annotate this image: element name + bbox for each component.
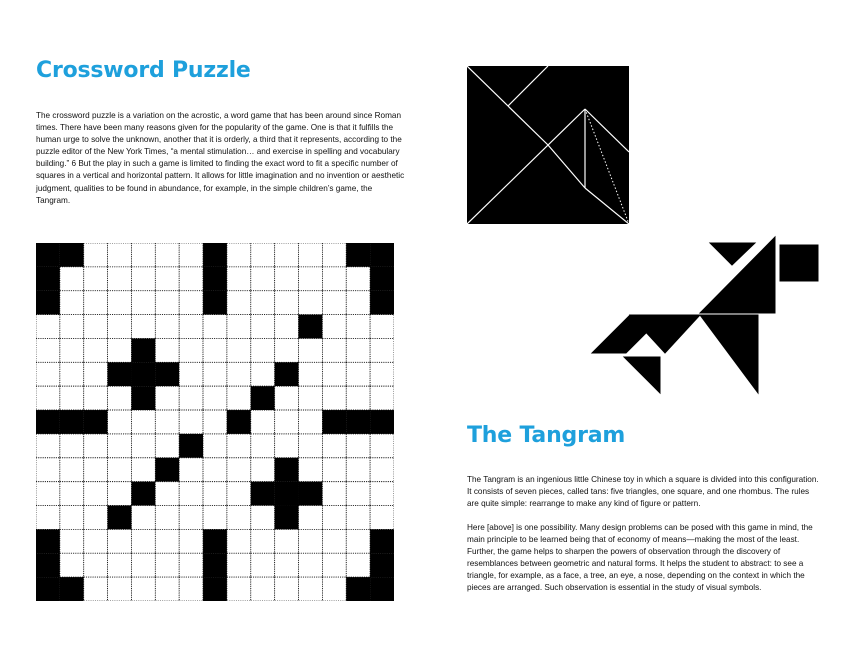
- crossword-cell: [346, 362, 370, 386]
- crossword-cell: [60, 362, 84, 386]
- crossword-cell: [179, 553, 203, 577]
- crossword-cell: [275, 410, 299, 434]
- crossword-cell: [155, 434, 179, 458]
- crossword-cell: [131, 267, 155, 291]
- crossword-cell: [251, 267, 275, 291]
- crossword-cell: [322, 553, 346, 577]
- tan-square: [780, 245, 818, 281]
- crossword-cell: [179, 243, 203, 267]
- crossword-cell: [227, 338, 251, 362]
- crossword-cell: [203, 506, 227, 530]
- crossword-cell: [322, 362, 346, 386]
- crossword-cell: [370, 434, 394, 458]
- crossword-cell: [275, 267, 299, 291]
- crossword-cell: [108, 553, 132, 577]
- crossword-cell: [36, 434, 60, 458]
- crossword-cell: [227, 362, 251, 386]
- crossword-cell: [179, 410, 203, 434]
- crossword-black-cell: [36, 553, 60, 577]
- crossword-black-cell: [60, 577, 84, 601]
- crossword-cell: [227, 553, 251, 577]
- crossword-cell: [227, 506, 251, 530]
- crossword-black-cell: [370, 577, 394, 601]
- crossword-cell: [203, 338, 227, 362]
- crossword-cell: [227, 291, 251, 315]
- crossword-cell: [322, 482, 346, 506]
- crossword-black-cell: [275, 506, 299, 530]
- crossword-cell: [60, 267, 84, 291]
- crossword-black-cell: [203, 267, 227, 291]
- crossword-cell: [370, 506, 394, 530]
- crossword-black-cell: [299, 482, 323, 506]
- crossword-cell: [108, 291, 132, 315]
- crossword-cell: [60, 506, 84, 530]
- crossword-cell: [155, 315, 179, 339]
- crossword-cell: [251, 577, 275, 601]
- crossword-cell: [179, 315, 203, 339]
- crossword-cell: [108, 577, 132, 601]
- crossword-cell: [60, 458, 84, 482]
- crossword-cell: [370, 458, 394, 482]
- crossword-black-cell: [131, 362, 155, 386]
- crossword-cell: [36, 386, 60, 410]
- crossword-cell: [299, 577, 323, 601]
- crossword-cell: [108, 243, 132, 267]
- crossword-cell: [322, 338, 346, 362]
- crossword-cell: [36, 458, 60, 482]
- crossword-cell: [275, 243, 299, 267]
- crossword-cell: [370, 482, 394, 506]
- crossword-black-cell: [60, 410, 84, 434]
- crossword-cell: [203, 482, 227, 506]
- crossword-cell: [36, 338, 60, 362]
- crossword-cell: [179, 482, 203, 506]
- crossword-cell: [179, 291, 203, 315]
- crossword-cell: [275, 338, 299, 362]
- crossword-cell: [299, 362, 323, 386]
- crossword-cell: [227, 315, 251, 339]
- crossword-cell: [299, 458, 323, 482]
- crossword-cell: [322, 529, 346, 553]
- crossword-cell: [251, 434, 275, 458]
- crossword-black-cell: [370, 291, 394, 315]
- crossword-cell: [36, 506, 60, 530]
- crossword-cell: [203, 362, 227, 386]
- crossword-cell: [84, 458, 108, 482]
- crossword-cell: [60, 315, 84, 339]
- crossword-black-cell: [60, 243, 84, 267]
- crossword-cell: [179, 577, 203, 601]
- crossword-cell: [155, 529, 179, 553]
- crossword-cell: [322, 243, 346, 267]
- crossword-cell: [346, 458, 370, 482]
- crossword-black-cell: [322, 410, 346, 434]
- crossword-cell: [131, 291, 155, 315]
- crossword-title: Crossword Puzzle: [36, 58, 251, 83]
- tangram-paragraph-1: The Tangram is an ingenious little Chinese toy in which a square is divided into this configuration. It consists of seven pieces, called tans: five triangles, one square, and one rhombus. The rules are quite simple: rearrange to make any kind of figure or pattern.: [467, 475, 819, 509]
- crossword-cell: [322, 291, 346, 315]
- crossword-black-cell: [346, 410, 370, 434]
- crossword-cell: [203, 315, 227, 339]
- crossword-cell: [179, 267, 203, 291]
- crossword-cell: [299, 386, 323, 410]
- crossword-cell: [155, 291, 179, 315]
- crossword-cell: [346, 482, 370, 506]
- crossword-cell: [36, 315, 60, 339]
- crossword-cell: [299, 506, 323, 530]
- crossword-cell: [179, 386, 203, 410]
- crossword-cell: [155, 553, 179, 577]
- crossword-cell: [346, 291, 370, 315]
- crossword-cell: [155, 482, 179, 506]
- crossword-black-cell: [275, 458, 299, 482]
- crossword-black-cell: [179, 434, 203, 458]
- crossword-cell: [322, 577, 346, 601]
- crossword-cell: [108, 338, 132, 362]
- crossword-cell: [84, 291, 108, 315]
- crossword-black-cell: [203, 553, 227, 577]
- crossword-cell: [322, 458, 346, 482]
- crossword-cell: [251, 291, 275, 315]
- crossword-cell: [227, 243, 251, 267]
- crossword-black-cell: [346, 243, 370, 267]
- crossword-cell: [108, 267, 132, 291]
- crossword-cell: [370, 338, 394, 362]
- crossword-black-cell: [155, 458, 179, 482]
- crossword-cell: [346, 338, 370, 362]
- crossword-black-cell: [36, 243, 60, 267]
- crossword-cell: [84, 434, 108, 458]
- crossword-cell: [227, 434, 251, 458]
- crossword-cell: [322, 315, 346, 339]
- crossword-black-cell: [203, 529, 227, 553]
- crossword-cell: [179, 506, 203, 530]
- crossword-black-cell: [370, 243, 394, 267]
- crossword-black-cell: [36, 267, 60, 291]
- crossword-cell: [84, 482, 108, 506]
- crossword-cell: [84, 267, 108, 291]
- crossword-cell: [227, 482, 251, 506]
- crossword-cell: [131, 577, 155, 601]
- crossword-cell: [251, 410, 275, 434]
- crossword-cell: [227, 577, 251, 601]
- crossword-cell: [131, 410, 155, 434]
- crossword-cell: [60, 386, 84, 410]
- crossword-cell: [346, 315, 370, 339]
- tangram-figure-illustration: [590, 235, 822, 395]
- crossword-cell: [370, 362, 394, 386]
- crossword-cell: [251, 362, 275, 386]
- crossword-cell: [299, 553, 323, 577]
- crossword-cell: [60, 529, 84, 553]
- crossword-black-cell: [131, 338, 155, 362]
- crossword-cell: [60, 553, 84, 577]
- crossword-black-cell: [227, 410, 251, 434]
- crossword-cell: [108, 434, 132, 458]
- crossword-cell: [36, 482, 60, 506]
- crossword-cell: [346, 506, 370, 530]
- crossword-cell: [299, 434, 323, 458]
- crossword-cell: [251, 458, 275, 482]
- crossword-black-cell: [251, 386, 275, 410]
- crossword-cell: [179, 458, 203, 482]
- crossword-cell: [84, 362, 108, 386]
- crossword-black-cell: [108, 506, 132, 530]
- crossword-cell: [131, 529, 155, 553]
- crossword-cell: [60, 482, 84, 506]
- crossword-cell: [299, 338, 323, 362]
- crossword-cell: [251, 338, 275, 362]
- crossword-cell: [275, 315, 299, 339]
- crossword-cell: [179, 529, 203, 553]
- crossword-cell: [370, 315, 394, 339]
- crossword-cell: [251, 243, 275, 267]
- crossword-cell: [322, 386, 346, 410]
- crossword-cell: [346, 434, 370, 458]
- crossword-cell: [108, 482, 132, 506]
- crossword-cell: [203, 410, 227, 434]
- crossword-black-cell: [370, 529, 394, 553]
- crossword-cell: [131, 434, 155, 458]
- crossword-cell: [370, 386, 394, 410]
- crossword-cell: [227, 267, 251, 291]
- crossword-black-cell: [370, 553, 394, 577]
- crossword-cell: [131, 315, 155, 339]
- crossword-black-cell: [203, 243, 227, 267]
- crossword-cell: [299, 267, 323, 291]
- crossword-cell: [108, 529, 132, 553]
- crossword-cell: [299, 410, 323, 434]
- crossword-black-cell: [299, 315, 323, 339]
- crossword-black-cell: [108, 362, 132, 386]
- crossword-cell: [251, 553, 275, 577]
- crossword-black-cell: [84, 410, 108, 434]
- crossword-cell: [299, 243, 323, 267]
- crossword-cell: [251, 529, 275, 553]
- crossword-cell: [322, 434, 346, 458]
- crossword-cell: [322, 267, 346, 291]
- crossword-cell: [84, 338, 108, 362]
- crossword-cell: [108, 458, 132, 482]
- crossword-cell: [36, 362, 60, 386]
- tan-large-triangle-2: [700, 315, 758, 393]
- crossword-cell: [60, 338, 84, 362]
- tan-small-triangle-2: [624, 357, 660, 393]
- crossword-cell: [322, 506, 346, 530]
- tangram-square-illustration: [467, 66, 629, 224]
- crossword-cell: [275, 386, 299, 410]
- crossword-cell: [346, 529, 370, 553]
- crossword-black-cell: [370, 410, 394, 434]
- crossword-cell: [346, 267, 370, 291]
- tan-small-triangle: [710, 243, 755, 265]
- crossword-cell: [131, 506, 155, 530]
- crossword-cell: [155, 577, 179, 601]
- crossword-cell: [275, 553, 299, 577]
- crossword-cell: [84, 386, 108, 410]
- crossword-cell: [84, 553, 108, 577]
- crossword-black-cell: [275, 362, 299, 386]
- crossword-cell: [84, 529, 108, 553]
- crossword-cell: [108, 315, 132, 339]
- crossword-cell: [60, 434, 84, 458]
- crossword-cell: [131, 458, 155, 482]
- crossword-cell: [155, 386, 179, 410]
- crossword-cell: [179, 362, 203, 386]
- crossword-black-cell: [131, 386, 155, 410]
- crossword-black-cell: [370, 267, 394, 291]
- crossword-grid: [36, 243, 394, 601]
- crossword-cell: [155, 267, 179, 291]
- crossword-black-cell: [346, 577, 370, 601]
- crossword-cell: [251, 506, 275, 530]
- crossword-cell: [155, 410, 179, 434]
- crossword-black-cell: [203, 291, 227, 315]
- crossword-cell: [84, 243, 108, 267]
- crossword-black-cell: [36, 529, 60, 553]
- crossword-cell: [179, 338, 203, 362]
- crossword-cell: [155, 338, 179, 362]
- crossword-black-cell: [36, 410, 60, 434]
- crossword-black-cell: [131, 482, 155, 506]
- crossword-cell: [227, 386, 251, 410]
- crossword-cell: [155, 243, 179, 267]
- crossword-black-cell: [251, 482, 275, 506]
- crossword-black-cell: [155, 362, 179, 386]
- crossword-cell: [275, 434, 299, 458]
- crossword-cell: [299, 291, 323, 315]
- crossword-cell: [275, 291, 299, 315]
- crossword-cell: [108, 410, 132, 434]
- crossword-cell: [84, 315, 108, 339]
- crossword-black-cell: [36, 291, 60, 315]
- crossword-cell: [346, 386, 370, 410]
- crossword-black-cell: [36, 577, 60, 601]
- crossword-cell: [299, 529, 323, 553]
- crossword-cell: [84, 506, 108, 530]
- crossword-cell: [251, 315, 275, 339]
- crossword-black-cell: [275, 482, 299, 506]
- crossword-black-cell: [203, 577, 227, 601]
- crossword-cell: [346, 553, 370, 577]
- crossword-cell: [227, 529, 251, 553]
- tangram-title: The Tangram: [467, 423, 626, 448]
- crossword-cell: [108, 386, 132, 410]
- crossword-cell: [275, 577, 299, 601]
- crossword-cell: [84, 577, 108, 601]
- crossword-cell: [155, 506, 179, 530]
- crossword-cell: [131, 243, 155, 267]
- crossword-paragraph: The crossword puzzle is a variation on the acrostic, a word game that has been around since Roman times. There have been many reasons given for the popularity of the game. One is that it fulfills the human urge to solve the unknown, another that it is orderly, a third that it represents, according to the puzzle editor of the New York Times, “a mental stimulation… and exercise in spelling and vocabulary building.” 6 But the play in such a game is limited to finding the exact word to fit a specific number of squares in a vertical and horizontal pattern. It allows for little imagination and no invention or aesthetic judgment, qualities to be found in abundance, for example, in the simple children’s game, the Tangram.: [36, 111, 405, 205]
- crossword-cell: [275, 529, 299, 553]
- crossword-cell: [203, 458, 227, 482]
- crossword-cell: [203, 386, 227, 410]
- tangram-paragraph-2: Here [above] is one possibility. Many design problems can be posed with this game in mind, the main principle to be learned being that of economy of means—making the most of the least. Further, the game helps to sharpen the powers of observation through the discovery of resemblances between geometric and natural forms. It helps the student to abstract: to see a triangle, for example, as a face, a tree, an eye, a nose, depending on the context in which the pieces are arranged. Such observation is essential in the study of visual symbols.: [467, 523, 813, 593]
- crossword-cell: [131, 553, 155, 577]
- crossword-cell: [60, 291, 84, 315]
- crossword-cell: [227, 458, 251, 482]
- crossword-cell: [203, 434, 227, 458]
